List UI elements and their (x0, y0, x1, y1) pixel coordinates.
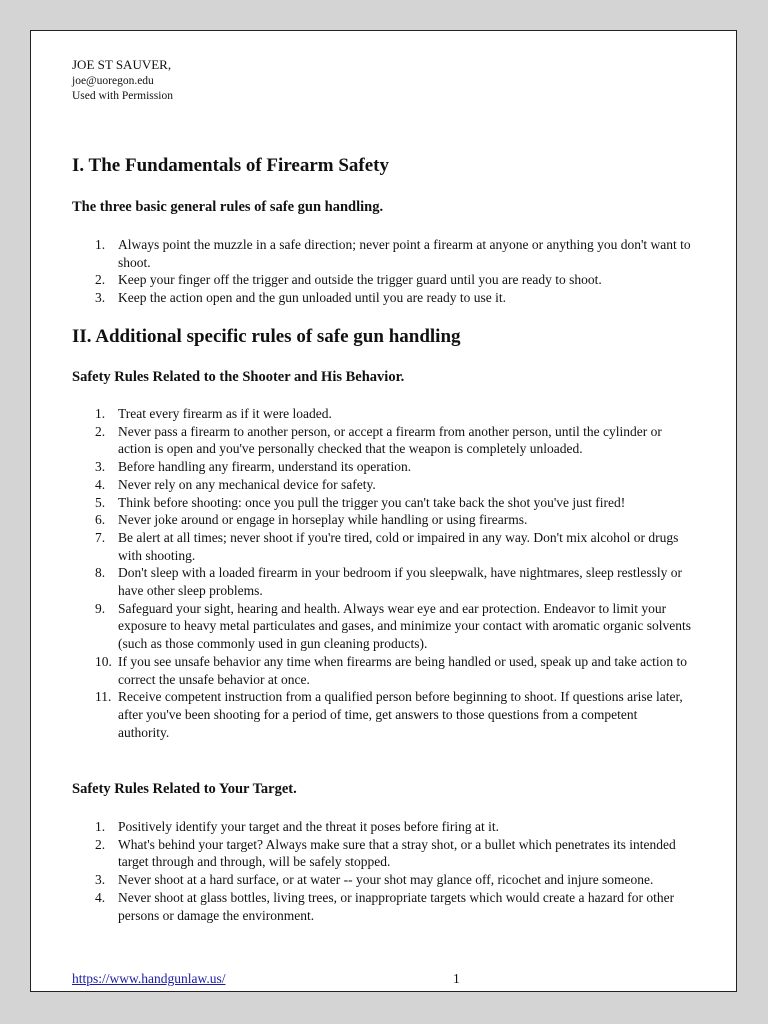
list-item (72, 564, 692, 599)
list-item (72, 836, 692, 871)
list-item-number: 2. (95, 423, 106, 439)
section1-subtitle: The three basic general rules of safe gun handling. (72, 199, 384, 215)
target-rules-subtitle: Safety Rules Related to Your Target. (72, 781, 297, 797)
permission-note: Used with Permission (72, 90, 173, 102)
list-item-text: Never shoot at a hard surface, or at water -- your shot may glance off, ricochet and injure someone. (118, 872, 654, 888)
list-item-number: 11. (95, 689, 112, 705)
target-rules-list (72, 818, 692, 924)
list-item-number: 2. (95, 836, 106, 852)
list-item-text: Treat every firearm as if it were loaded. (118, 406, 332, 421)
list-item (72, 600, 692, 653)
list-item-number: 7. (95, 529, 106, 545)
list-item (72, 423, 692, 458)
section2-title: II. Additional specific rules of safe gun handling (72, 326, 461, 347)
list-item-text: Before handling any firearm, understand its operation. (118, 459, 412, 475)
list-item-text: Always point the muzzle in a safe direction; never point a firearm at anyone or anything you don't want to shoot. (118, 237, 691, 270)
list-item (72, 494, 692, 512)
list-item-text: Never joke around or engage in horseplay while handling or using firearms. (118, 512, 528, 528)
list-item-number: 3. (95, 459, 106, 475)
author-block (72, 58, 173, 104)
list-item-number: 1. (95, 819, 106, 834)
list-item-number: 6. (95, 512, 106, 528)
list-item (72, 871, 692, 889)
list-item-text: Think before shooting: once you pull the trigger you can't take back the shot you've just fired! (118, 494, 626, 510)
list-item-text: Safeguard your sight, hearing and health. Always wear eye and ear protection. Endeavor to limit your exposure to heavy metal particulates and gases, and minimize your contact with aromatic organic solvents (such as those commonly used in gun cleaning products). (118, 600, 691, 652)
list-item (72, 405, 692, 423)
list-item (72, 529, 692, 564)
list-item-number: 8. (95, 565, 106, 581)
list-item-number: 4. (95, 889, 106, 905)
list-item (72, 476, 692, 494)
list-item-text: Never shoot at glass bottles, living trees, or inappropriate targets which would create a hazard for other persons or damage the environment. (118, 889, 675, 923)
list-item-number: 4. (95, 476, 106, 492)
list-item-text: Keep your finger off the trigger and outside the trigger guard until you are ready to shoot. (118, 272, 602, 288)
list-item-text: Never rely on any mechanical device for safety. (118, 476, 376, 492)
list-item-text: What's behind your target? Always make sure that a stray shot, or a bullet which penetrates its intended target through and through, will be safely stopped. (118, 836, 676, 870)
page-number: 1 (453, 971, 460, 986)
list-item-text: Be alert at all times; never shoot if you're tired, cold or impaired in any way. Don't mix alcohol or drugs with shooting. (118, 529, 679, 563)
list-item-text: Never pass a firearm to another person, or accept a firearm from another person, until the cylinder or action is open and you've personally checked that the weapon is completely unloaded. (118, 423, 662, 457)
list-item (72, 511, 692, 529)
shooter-rules-list (72, 405, 692, 741)
list-item-text: Don't sleep with a loaded firearm in your bedroom if you sleepwalk, have nightmares, sleep restlessly or have other sleep problems. (118, 565, 683, 599)
list-item (72, 653, 692, 688)
list-item-number: 1. (95, 237, 106, 252)
list-item-text: If you see unsafe behavior any time when firearms are being handled or used, speak up and take action to correct the unsafe behavior at once. (118, 653, 688, 687)
list-item-number: 5. (95, 494, 106, 510)
list-item (72, 688, 692, 741)
section1-title: I. The Fundamentals of Firearm Safety (72, 155, 390, 176)
list-item-number: 3. (95, 872, 106, 888)
list-item-number: 10. (95, 653, 112, 669)
list-item-text: Receive competent instruction from a qualified person before beginning to shoot. If questions arise later, after you've been shooting for a period of time, get answers to those questions from a competent authority. (118, 689, 683, 740)
shooter-rules-subtitle: Safety Rules Related to the Shooter and His Behavior. (72, 369, 405, 385)
list-item (72, 289, 692, 307)
list-item-number: 1. (95, 406, 106, 421)
list-item-number: 3. (95, 290, 106, 306)
footer-link[interactable]: https://www.handgunlaw.us/ (72, 971, 226, 986)
document-page (30, 30, 737, 992)
list-item (72, 818, 692, 836)
list-item (72, 889, 692, 924)
author-email: joe@uoregon.edu (72, 75, 154, 87)
list-item-text: Keep the action open and the gun unloaded until you are ready to use it. (118, 290, 507, 306)
list-item-number: 2. (95, 272, 106, 288)
section1-list (72, 236, 692, 307)
list-item-text: Positively identify your target and the threat it poses before firing at it. (118, 819, 500, 834)
list-item-number: 9. (95, 600, 106, 616)
list-item (72, 236, 692, 271)
list-item (72, 271, 692, 289)
author-name: JOE ST SAUVER, (72, 57, 172, 72)
list-item (72, 458, 692, 476)
